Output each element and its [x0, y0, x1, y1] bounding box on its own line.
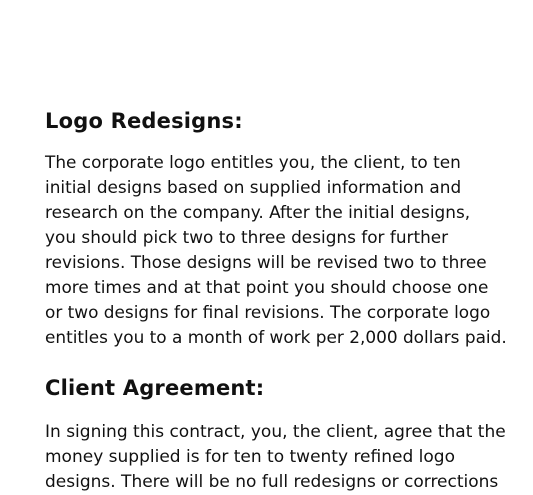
paragraph-line: you should pick two to three designs for further — [45, 228, 449, 248]
paragraph-line: designs. There will be no full redesigns or corrections — [45, 472, 499, 492]
paragraph-line: initial designs based on supplied information and — [45, 178, 462, 198]
paragraph-line: In signing this contract, you, the client, agree that the — [45, 422, 506, 442]
paragraph-line: more times and at that point you should choose one — [45, 278, 489, 298]
paragraph-line: research on the company. After the initial designs, — [45, 203, 471, 223]
section-heading-client-agreement: Client Agreement: — [45, 376, 265, 400]
paragraph-logo-redesigns — [45, 151, 510, 351]
paragraph-line: revisions. Those designs will be revised two to three — [45, 253, 487, 273]
section-heading-logo-redesigns: Logo Redesigns: — [45, 109, 243, 133]
paragraph-client-agreement — [45, 420, 506, 495]
paragraph-line: or two designs for final revisions. The corporate logo — [45, 303, 491, 323]
paragraph-line: The corporate logo entitles you, the client, to ten — [45, 153, 461, 173]
paragraph-line: entitles you to a month of work per 2,000 dollars paid. — [45, 328, 507, 348]
paragraph-line: money supplied is for ten to twenty refined logo — [45, 447, 455, 467]
document-page — [45, 0, 525, 492]
